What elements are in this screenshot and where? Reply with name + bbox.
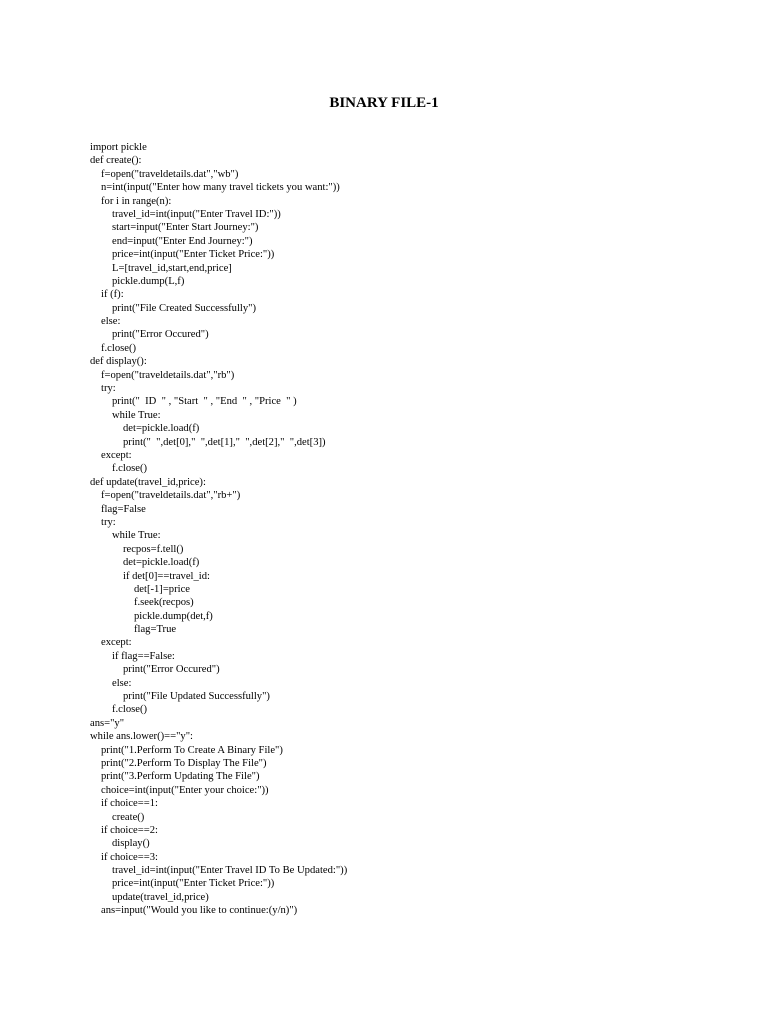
code-line: else: [101, 316, 121, 328]
code-line: det[-1]=price [134, 583, 190, 595]
code-line: f.close() [112, 704, 147, 716]
code-line: price=int(input("Enter Ticket Price:")) [112, 249, 275, 261]
code-line: else: [112, 677, 132, 689]
code-line: L=[travel_id,start,end,price] [112, 262, 232, 274]
code-line: print(" ID " , "Start " , "End " , "Price " ) [112, 396, 297, 408]
code-line: if choice==2: [101, 824, 158, 836]
code-line: print("Error Occured") [123, 664, 220, 676]
code-line: if (f): [101, 289, 124, 301]
page-title: BINARY FILE-1 [329, 95, 439, 111]
code-line: print(" ",det[0]," ",det[1]," ",det[2]," ",det[3]) [123, 436, 326, 448]
code-line: ans="y" [90, 717, 125, 729]
code-line: print("File Updated Successfully") [123, 691, 270, 703]
code-line: ans=input("Would you like to continue:(y/n)") [101, 905, 298, 917]
code-line: det=pickle.load(f) [123, 557, 200, 569]
code-line: recpos=f.tell() [123, 543, 184, 555]
code-line: update(travel_id,price) [112, 891, 209, 903]
code-line: end=input("Enter End Journey:") [112, 235, 253, 247]
code-line: def display(): [90, 356, 147, 368]
code-line: print("Error Occured") [112, 329, 209, 341]
code-line: def create(): [90, 155, 142, 167]
code-line: pickle.dump(det,f) [134, 610, 213, 622]
code-line: start=input("Enter Start Journey:") [112, 222, 259, 234]
code-line: for i in range(n): [101, 195, 172, 207]
code-line: travel_id=int(input("Enter Travel ID:")) [112, 208, 281, 220]
code-line: import pickle [90, 142, 147, 153]
code-line: f=open("traveldetails.dat","wb") [101, 168, 239, 180]
code-line: if det[0]==travel_id: [123, 570, 210, 582]
code-line: if choice==1: [101, 798, 158, 810]
code-line: try: [101, 383, 116, 395]
code-line: print("3.Perform Updating The File") [101, 771, 260, 783]
code-line: print("File Created Successfully") [112, 302, 256, 314]
code-line: while ans.lower()=="y": [90, 731, 193, 743]
code-line: try: [101, 516, 116, 528]
code-line: f.close() [101, 342, 136, 354]
code-line: except: [101, 637, 132, 649]
code-line: if choice==3: [101, 851, 158, 863]
code-line: f=open("traveldetails.dat","rb+") [101, 490, 241, 502]
code-line: flag=True [134, 624, 177, 636]
code-line: while True: [112, 530, 161, 542]
code-line: def update(travel_id,price): [90, 476, 206, 488]
code-line: except: [101, 449, 132, 461]
code-line: det=pickle.load(f) [123, 423, 200, 435]
code-line: f=open("traveldetails.dat","rb") [101, 369, 235, 381]
code-line: f.seek(recpos) [134, 597, 194, 609]
code-line: n=int(input("Enter how many travel tickets you want:")) [101, 182, 340, 194]
code-line: print("2.Perform To Display The File") [101, 757, 267, 769]
code-line: flag=False [101, 503, 146, 515]
code-line: choice=int(input("Enter your choice:")) [101, 784, 269, 796]
code-line: if flag==False: [112, 650, 175, 662]
code-line: pickle.dump(L,f) [112, 275, 185, 287]
code-listing [90, 141, 347, 918]
code-line: f.close() [112, 463, 147, 475]
code-line: price=int(input("Enter Ticket Price:")) [112, 878, 275, 890]
code-line: travel_id=int(input("Enter Travel ID To Be Updated:")) [112, 865, 348, 877]
code-line: create() [112, 811, 145, 823]
code-line: print("1.Perform To Create A Binary File") [101, 744, 283, 756]
code-line: display() [112, 838, 150, 850]
code-line: while True: [112, 409, 161, 421]
